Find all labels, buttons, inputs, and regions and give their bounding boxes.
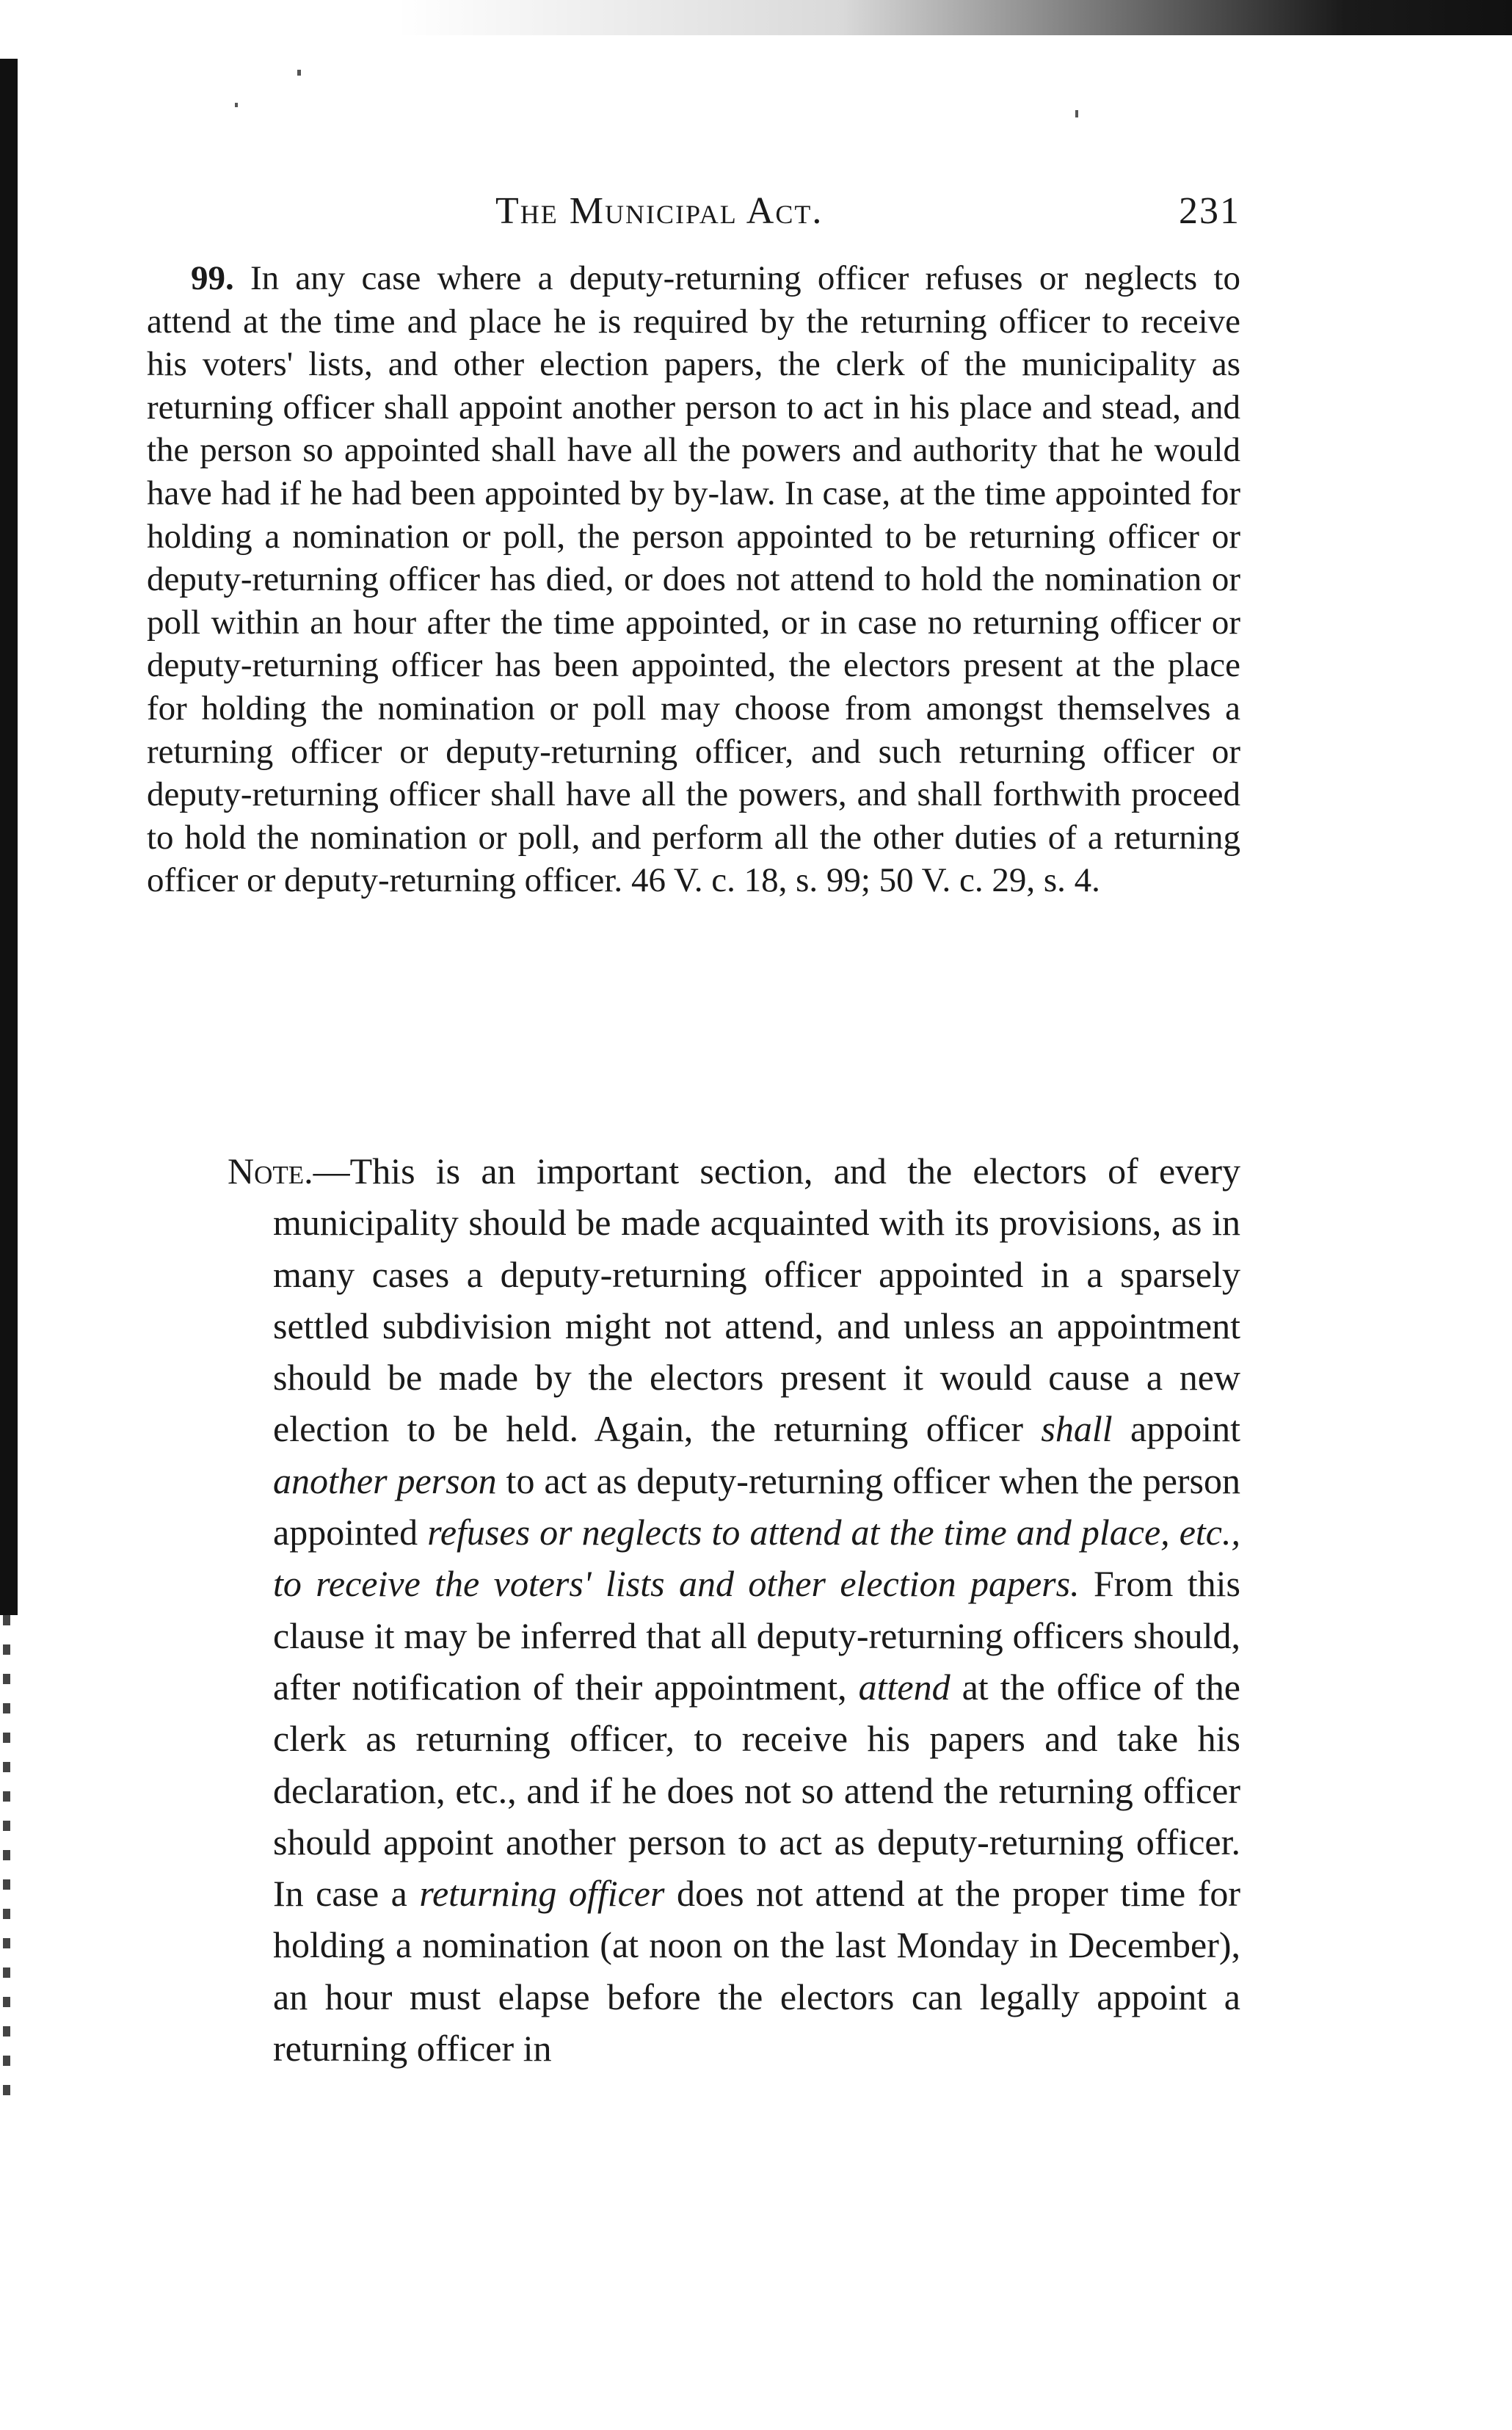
scan-edge-left: [0, 59, 18, 1615]
note-text: This is an important section, and the electors of every municipality should be made acquainted with its provisions, as in many cases a deputy-returning officer appointed in a sparsely settled subdivision might not attend, and unless an appointment should be made by the electors present it would cause a new election to be held. Again, the returning officer: [273, 1150, 1240, 1450]
note-dash: —: [313, 1150, 350, 1192]
note-text: to act as deputy-returning officer when the person appointed: [273, 1459, 1241, 1553]
scan-edge-top: [396, 0, 1512, 35]
page-number: 231: [1179, 190, 1240, 232]
scan-speck: [1075, 110, 1078, 117]
scan-speck: [297, 70, 301, 76]
note-paragraph: [228, 1145, 1241, 2074]
note-text: appoint: [1112, 1408, 1240, 1450]
note-text: From this clause it may be inferred that all deputy-returning officers should, after notification of their appointment,: [273, 1563, 1241, 1708]
section-number: 99.: [191, 259, 234, 297]
note-emphasis: refuses or neglects to attend at the time and place, etc., to receive the voters' lists and other election papers.: [273, 1512, 1240, 1605]
running-title: The Municipal Act.: [495, 190, 824, 232]
page-header: [147, 184, 1240, 242]
scan-edge-left-lower: [3, 1615, 10, 2114]
statute-citation: 46 V. c. 18, s. 99; 50 V. c. 29, s. 4.: [630, 861, 1100, 900]
note-emphasis: attend: [858, 1666, 951, 1708]
section-text: In any case where a deputy-returning officer refuses or neglects to attend at the time and place he is required by the returning officer to receive his voters' lists, and other election papers, the clerk of the municipality as returning officer shall appoint another person to act in his place and stead, and the person so appointed shall have all the powers and authority that he would have had if he had been appointed by by-law. In case, at the time appointed for holding a nomination or poll, the person appointed to be returning officer or deputy-returning officer has died, or does not attend to hold the nomination or poll within an hour after the time appointed, or in case no returning officer or deputy-returning officer has been appointed, the electors present at the place for holding the nomination or poll may choose from amongst themselves a returning officer or deputy-returning officer, and such returning officer or deputy-returning officer shall have all the powers, and shall forthwith proceed to hold the nomination or poll, and perform all the other duties of a returning officer or deputy-returning officer.: [147, 259, 1241, 900]
scan-speck: [235, 103, 238, 107]
note-emphasis: returning officer: [419, 1873, 665, 1915]
note-label: Note.: [228, 1150, 313, 1192]
section-99-paragraph: [147, 257, 1240, 902]
note-text: does not attend at the proper time for holding a nomination (at noon on the last Monday in December), an hour must elapse before the electors can legally appoint a returning officer in: [273, 1873, 1240, 2070]
note-emphasis: shall: [1041, 1408, 1113, 1450]
note-text: at the office of the clerk as returning officer, to receive his papers and take his declaration, etc., and if he does not so attend the returning officer should appoint another person to act as deputy-returning officer. In case a: [273, 1666, 1240, 1915]
note-emphasis: another person: [273, 1459, 497, 1501]
